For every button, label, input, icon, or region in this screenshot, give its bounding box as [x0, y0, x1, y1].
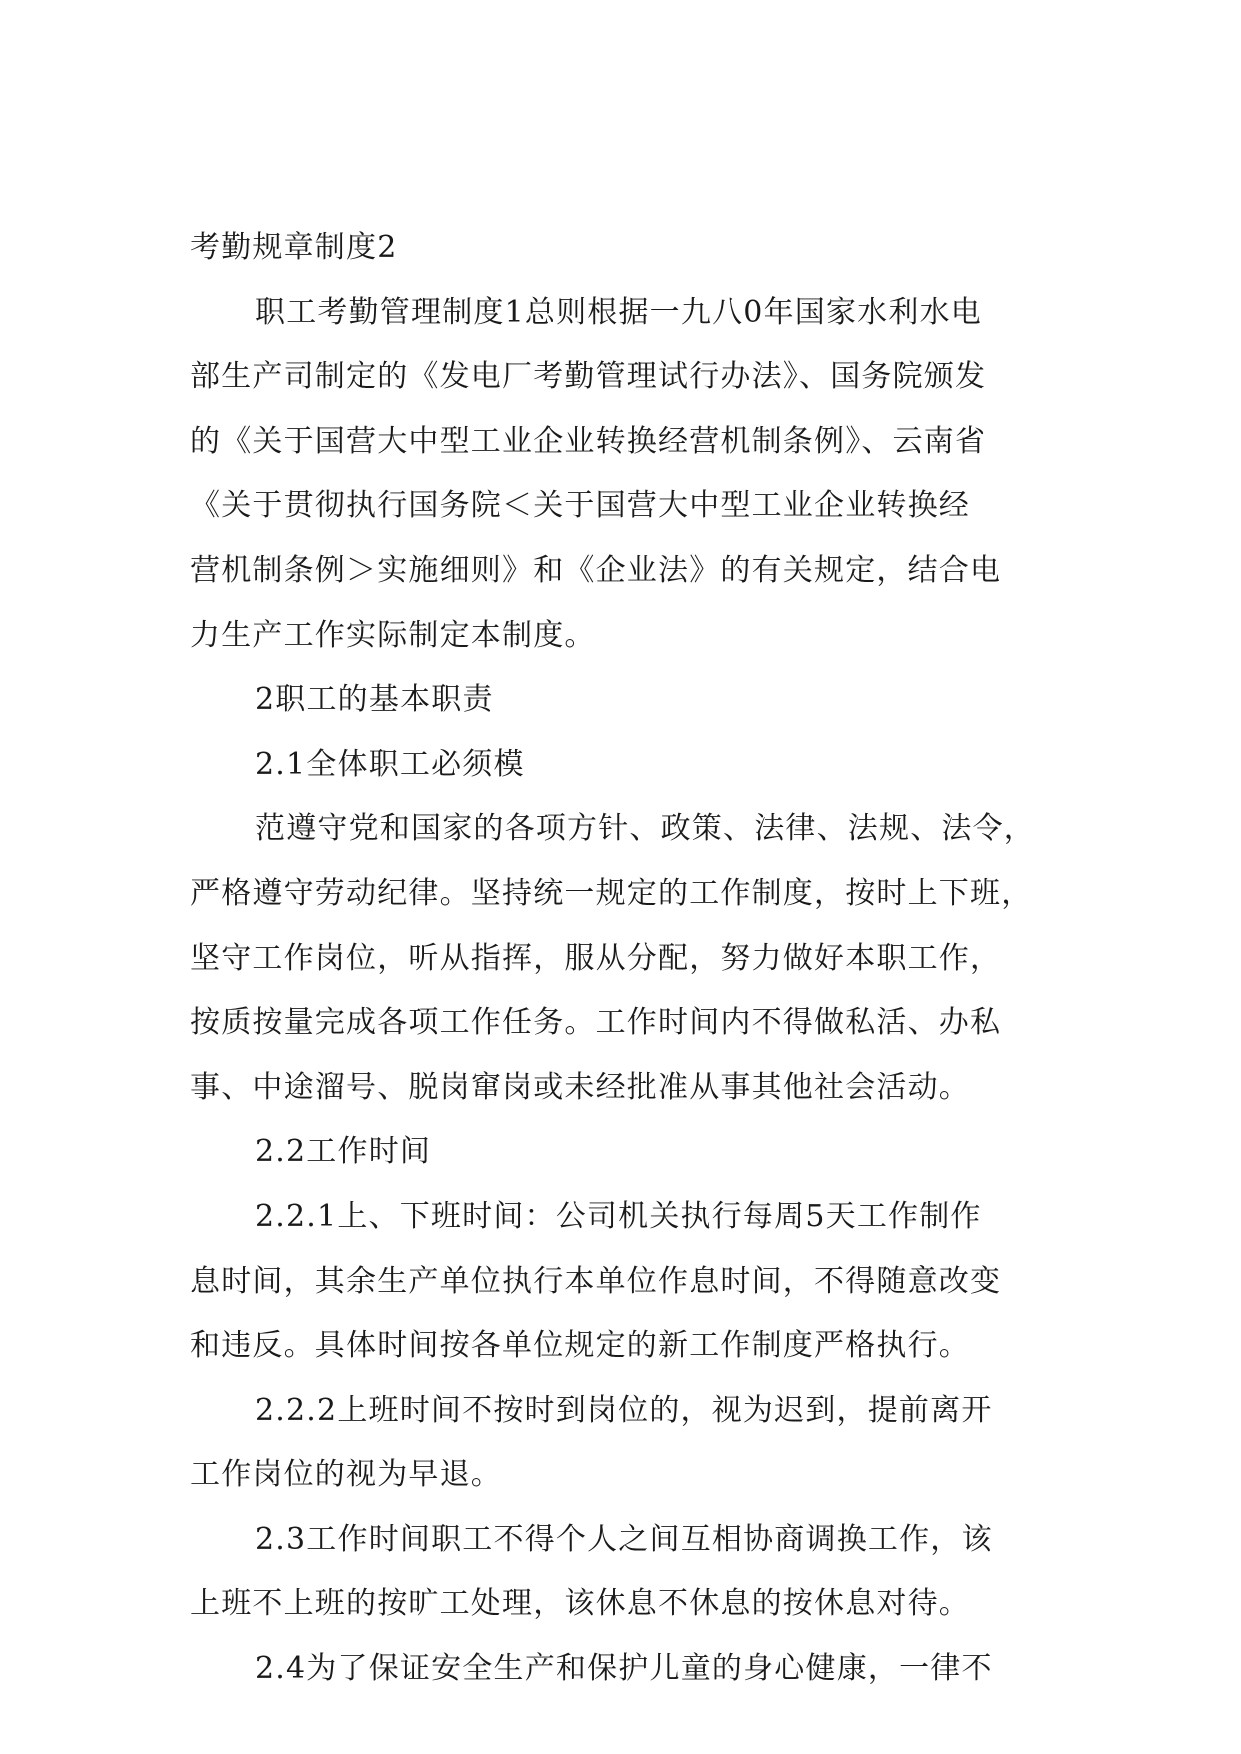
text-line: 事、中途溜号、脱岗窜岗或未经批准从事其他社会活动。: [190, 1069, 970, 1105]
text-line: 2.2工作时间: [255, 1134, 432, 1170]
text-line: 范遵守党和国家的各项方针、政策、法律、法规、法令，: [255, 811, 1035, 847]
text-line: 2.4为了保证安全生产和保护儿童的身心健康，一律不: [255, 1651, 993, 1687]
text-line: 按质按量完成各项工作任务。工作时间内不得做私活、办私: [190, 1005, 1002, 1041]
text-line: 2.2.1上、下班时间：公司机关执行每周5天工作制作: [255, 1198, 982, 1234]
text-line: 2职工的基本职责: [255, 682, 494, 718]
text-line: 严格遵守劳动纪律。坚持统一规定的工作制度，按时上下班，: [190, 875, 1033, 911]
text-line: 坚守工作岗位，听从指挥，服从分配，努力做好本职工作，: [190, 940, 1002, 976]
document-body: [190, 216, 1054, 1702]
text-line: 部生产司制定的《发电厂考勤管理试行办法》、国务院颁发: [190, 359, 987, 395]
text-line: 2.3工作时间职工不得个人之间互相协商调换工作，该: [255, 1521, 993, 1557]
text-line: 《关于贯彻执行国务院＜关于国营大中型工业企业转换经: [190, 488, 970, 524]
text-line: 工作岗位的视为早退。: [190, 1457, 502, 1493]
text-line: 的《关于国营大中型工业企业转换经营机制条例》、云南省: [190, 423, 987, 459]
text-line: 上班不上班的按旷工处理，该休息不休息的按休息对待。: [190, 1586, 970, 1622]
text-line: 2.1全体职工必须模: [255, 746, 525, 782]
text-line: 息时间，其余生产单位执行本单位作息时间，不得随意改变: [190, 1263, 1002, 1299]
text-line: 和违反。具体时间按各单位规定的新工作制度严格执行。: [190, 1328, 970, 1364]
document-title: 考勤规章制度2: [190, 230, 398, 265]
document-text: [190, 281, 1054, 1702]
text-line: 2.2.2上班时间不按时到岗位的，视为迟到，提前离开: [255, 1392, 993, 1428]
text-line: 职工考勤管理制度1总则根据一九八0年国家水利水电: [255, 294, 982, 330]
text-line: 力生产工作实际制定本制度。: [190, 617, 596, 653]
text-line: 营机制条例＞实施细则》和《企业法》的有关规定，结合电: [190, 552, 1002, 588]
